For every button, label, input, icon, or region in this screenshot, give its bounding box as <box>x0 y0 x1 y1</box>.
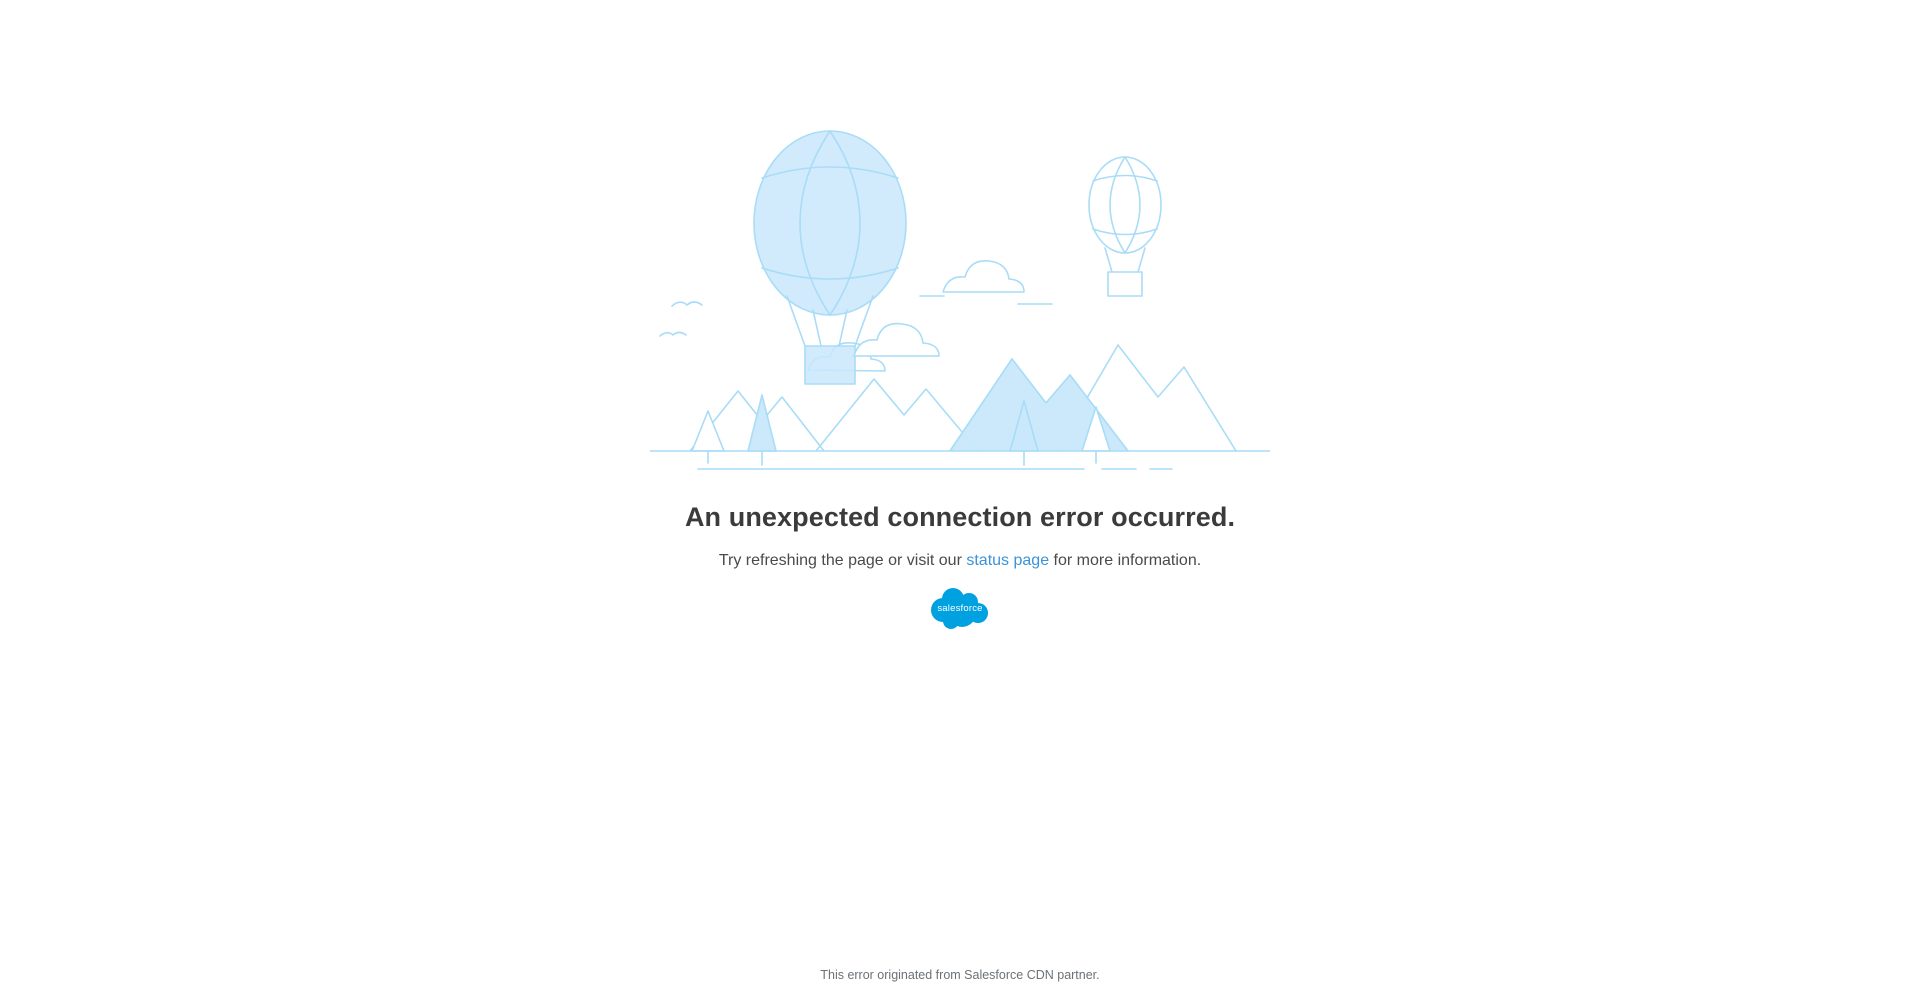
page-title: An unexpected connection error occurred. <box>684 502 1236 532</box>
cdn-origin-note: This error originated from Salesforce CDN partner. <box>820 968 1100 982</box>
subtitle-text-after: for more information. <box>1053 552 1202 569</box>
salesforce-cloud-logo <box>929 586 991 630</box>
hot-air-balloon-mountains-illustration <box>650 108 1270 478</box>
error-subtitle <box>719 552 1201 570</box>
logo-wordmark: salesforce <box>937 602 983 614</box>
status-page-link[interactable]: status page <box>966 552 1050 569</box>
cloud-icon <box>929 586 991 630</box>
subtitle-text-before: Try refreshing the page or visit our <box>718 552 962 569</box>
